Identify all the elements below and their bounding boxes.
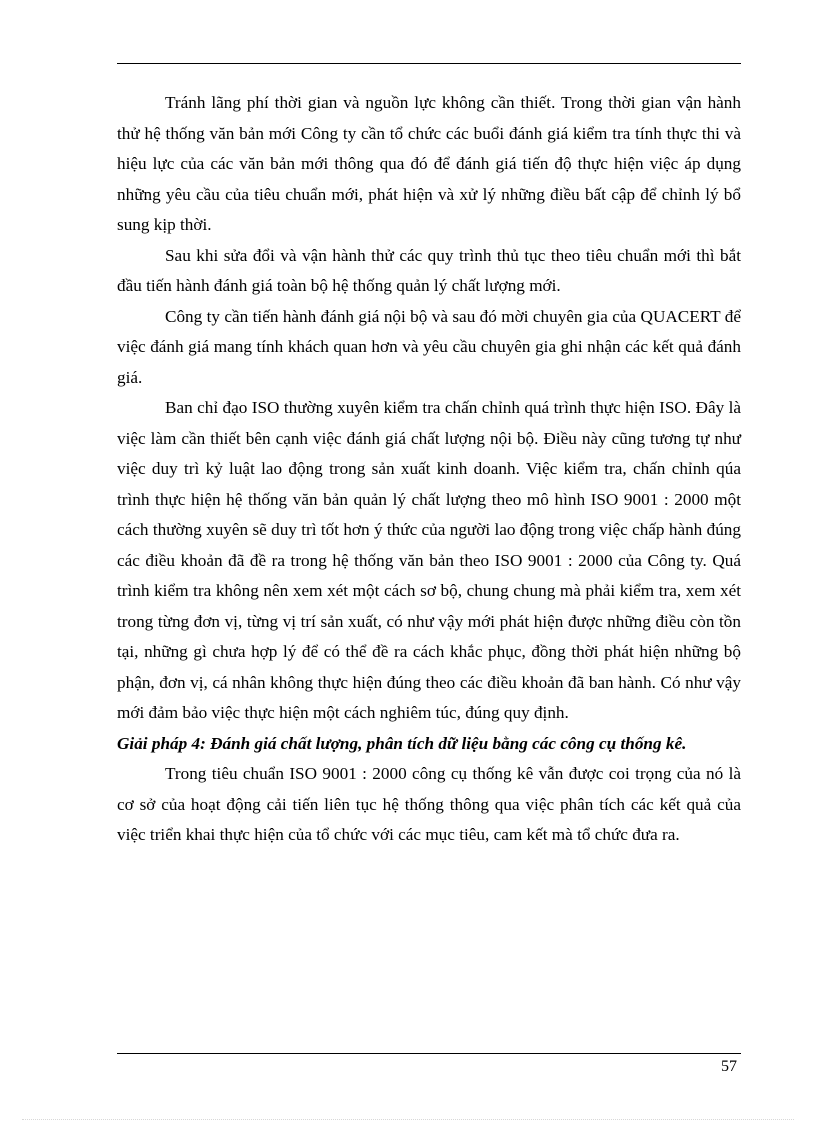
page-number: 57	[721, 1058, 737, 1075]
body-paragraph: Công ty cần tiến hành đánh giá nội bộ và sau đó mời chuyên gia của QUACERT để việc đánh giá mang tính khách quan hơn và yêu cầu chuyên gia ghi nhận các kết quả đánh giá.	[117, 306, 741, 387]
body-paragraph: Trong tiêu chuẩn ISO 9001 : 2000 công cụ thống kê vẫn được coi trọng của nó là cơ sở của hoạt động cải tiến liên tục hệ thống thông qua việc phân tích các kết quả của việc triển khai thực hiện của tổ chức với các mục tiêu, cam kết mà tổ chức đưa ra.	[117, 764, 741, 844]
page-edge-divider	[22, 1119, 794, 1120]
body-paragraph: Ban chỉ đạo ISO thường xuyên kiểm tra chấn chỉnh quá trình thực hiện ISO. Đây là việc làm cần thiết bên cạnh việc đánh giá chất lượng nội bộ. Điều này cũng tương tự như việc duy trì kỷ luật lao động trong sản xuất kinh doanh. Việc kiểm tra, chấn chỉnh qúa trình thực hiện hệ thống văn bản quản lý chất lượng theo mô hình ISO 9001 : 2000 một cách thường xuyên sẽ duy trì tốt hơn ý thức của người lao động trong việc chấp hành đúng các điều khoản đã đề ra trong hệ thống văn bản theo ISO 9001 : 2000 của Công ty. Quá trình kiểm tra không nên xem xét một cách sơ bộ, chung chung mà phải kiểm tra, xem xét trong từng đơn vị, từng vị trí sản xuất, có như vậy mới phát hiện được những điều còn tồn tại, những gì chưa hợp lý để có thể đề ra cách khắc phục, đồng thời phát hiện những bộ phận, đơn vị, cá nhân không thực hiện đúng theo các điều khoản đã ban hành. Có như vậy mới đảm bảo việc thực hiện một cách nghiêm túc, đúng quy định.	[117, 398, 741, 722]
footer-rule	[117, 1053, 741, 1054]
header-rule	[117, 63, 741, 64]
body-paragraph: Sau khi sửa đổi và vận hành thử các quy trình thủ tục theo tiêu chuẩn mới thì bắt đầu tiến hành đánh giá toàn bộ hệ thống quản lý chất lượng mới.	[117, 245, 741, 295]
page-body	[117, 88, 741, 851]
body-paragraph: Tránh lãng phí thời gian và nguồn lực không cần thiết. Trong thời gian vận hành thử hệ thống văn bản mới Công ty cần tổ chức các buổi đánh giá kiểm tra tính thực thi và hiệu lực của các văn bản mới thông qua đó để đánh giá tiến độ thực hiện việc áp dụng những yêu cầu của tiêu chuẩn mới, phát hiện và xử lý những điều bất cập để chỉnh lý bổ sung kịp thời.	[117, 93, 741, 234]
section-heading: Giải pháp 4: Đánh giá chất lượng, phân tích dữ liệu bằng các công cụ thống kê.	[117, 733, 687, 753]
